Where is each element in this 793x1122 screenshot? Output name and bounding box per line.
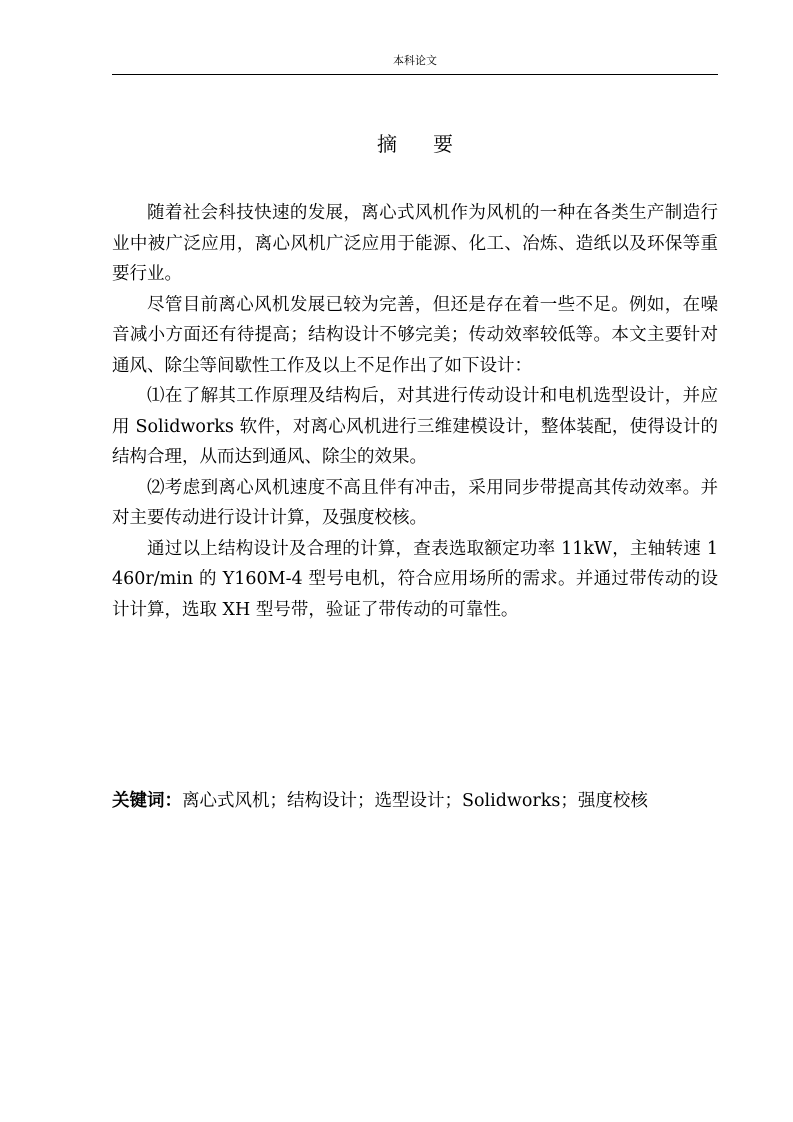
keywords-label: 关键词： — [112, 791, 182, 811]
abstract-paragraph: ⑴在了解其工作原理及结构后，对其进行传动设计和电机选型设计，并应用 Solidworks 软件，对离心风机进行三维建模设计，整体装配，使得设计的结构合理，从而达到通风、除尘的效果。 — [112, 386, 718, 467]
running-header — [112, 53, 718, 75]
abstract-paragraph: ⑵考虑到离心风机速度不高且伴有冲击，采用同步带提高其传动效率。并对主要传动进行设计计算，及强度校核。 — [112, 477, 718, 528]
abstract-paragraph: 通过以上结构设计及合理的计算，查表选取额定功率 11kW，主轴转速 1460r/min 的 Y160M-4 型号电机，符合应用场所的需求。并通过带传动的设计计算，选取 XH 型号带，验证了带传动的可靠性。 — [112, 538, 718, 620]
running-title: 本科论文 — [393, 54, 437, 67]
keywords-text: 离心式风机；结构设计；选型设计；Solidworks；强度校核 — [182, 791, 648, 811]
abstract-body — [112, 198, 718, 625]
keywords-line — [112, 787, 718, 815]
abstract-paragraph: 尽管目前离心风机发展已较为完善，但还是存在着一些不足。例如，在噪音减小方面还有待提高；结构设计不够完美；传动效率较低等。本文主要针对通风、除尘等间歇性工作及以上不足作出了如下设计： — [112, 294, 718, 376]
abstract-paragraph: 随着社会科技快速的发展，离心式风机作为风机的一种在各类生产制造行业中被广泛应用，离心风机广泛应用于能源、化工、冶炼、造纸以及环保等重要行业。 — [112, 203, 718, 284]
abstract-heading: 摘要 — [377, 132, 489, 156]
